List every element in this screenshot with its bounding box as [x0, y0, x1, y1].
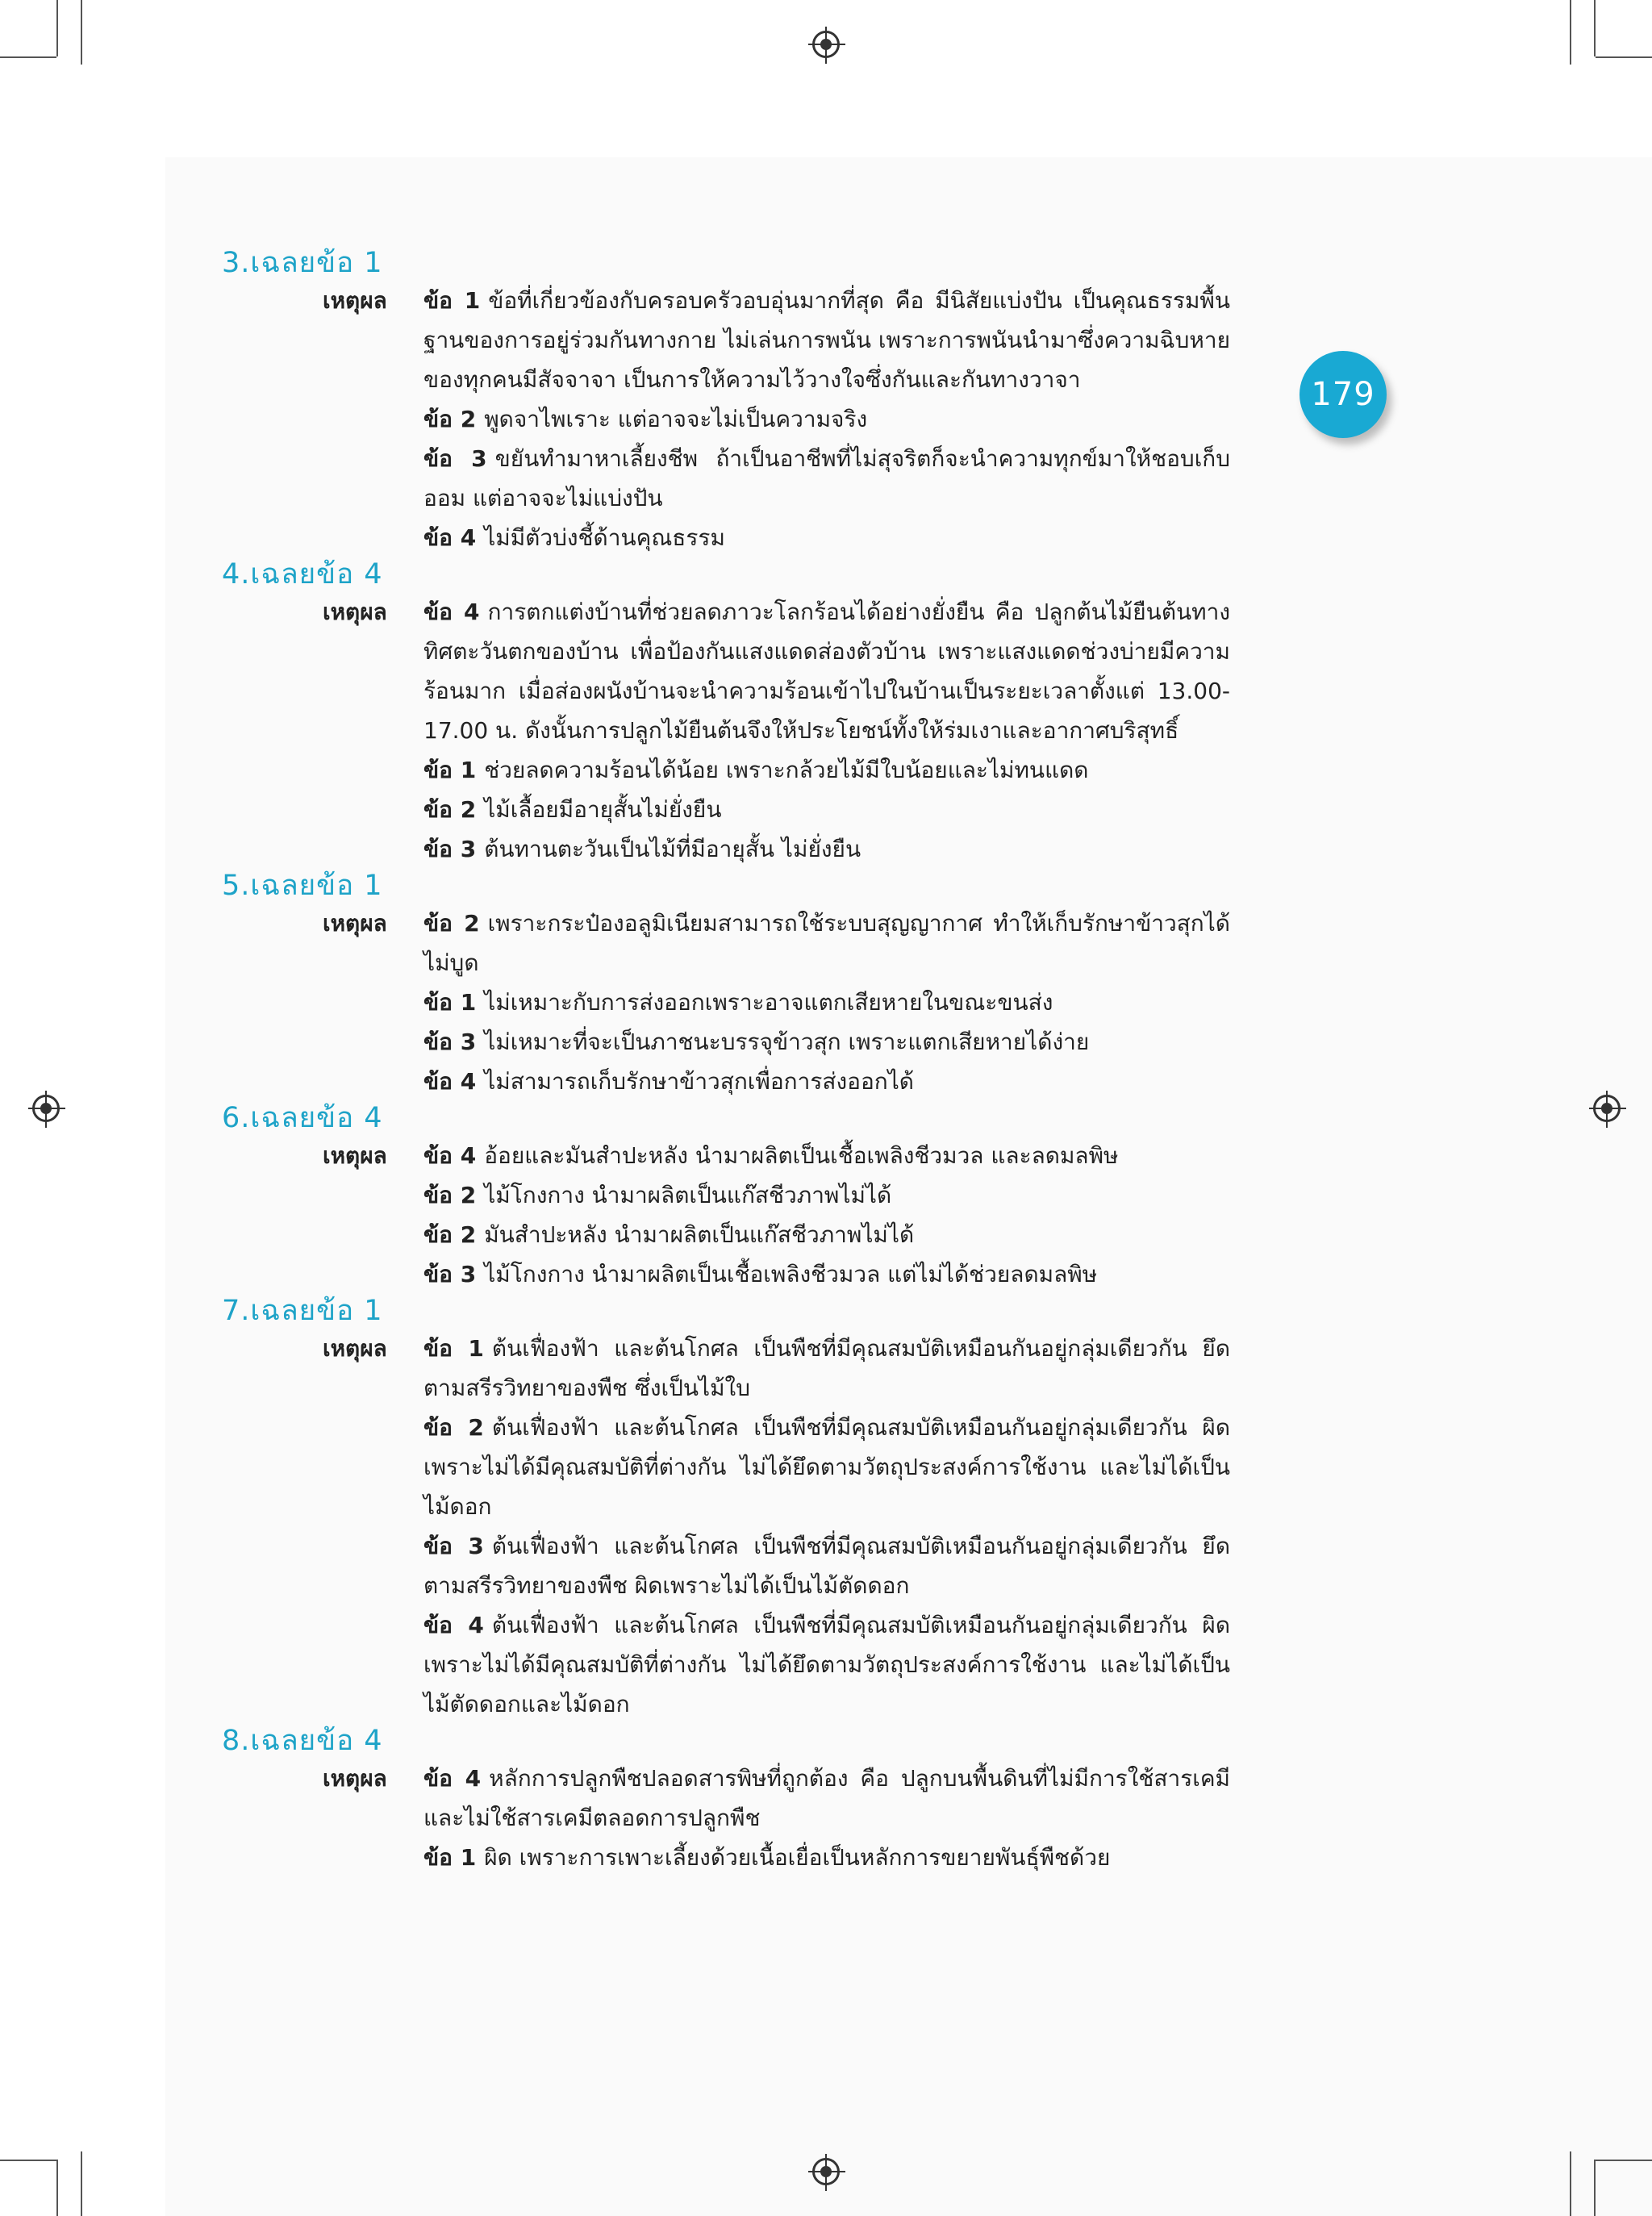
reason-block [222, 1759, 1231, 1877]
choice-explanation [423, 1759, 1230, 1838]
choice-text: การตกแต่งบ้านที่ช่วยลดภาวะโลกร้อนได้อย่างยั่งยืน คือ ปลูกต้นไม้ยืนต้นทางทิศตะวันตกของบ้าน เพื่อป้องกันแสงแดดส่องตัวบ้าน เพราะแสงแดดช่วงบ่ายมีความร้อนมาก เมื่อส่องผนังบ้านจะนำความร้อนเข้าไปในบ้านเป็นระยะเวลาตั้งแต่ 13.00-17.00 น. ดังนั้นการปลูกไม้ยืนต้นจึงให้ประโยชน์ทั้งให้ร่มเงาและอากาศบริสุทธิ์ [423, 599, 1230, 744]
choice-text: เพราะกระป๋องอลูมิเนียมสามารถใช้ระบบสุญญากาศ ทำให้เก็บรักษาข้าวสุกได้ ไม่บูด [423, 910, 1230, 976]
registration-mark-icon [1593, 1095, 1621, 1122]
crop-mark [1594, 0, 1596, 56]
choice-explanation [423, 1838, 1230, 1877]
choice-explanation [423, 439, 1230, 518]
choice-label: ข้อ 4 [423, 1068, 477, 1095]
crop-mark [1570, 0, 1571, 65]
choice-label: ข้อ 2 [423, 1182, 477, 1208]
reason-label: เหตุผล [323, 599, 387, 625]
choice-text: ไม้โกงกาง นำมาผลิตเป็นเชื้อเพลิงชีวมวล แต่ไม่ได้ช่วยลดมลพิษ [484, 1261, 1098, 1287]
crop-mark [56, 0, 58, 56]
choice-explanation [423, 1526, 1230, 1605]
reason-block [222, 904, 1230, 1101]
choice-text: มันสำปะหลัง นำมาผลิตเป็นแก๊สชีวภาพไม่ได้ [484, 1221, 915, 1248]
choice-explanation [423, 1408, 1230, 1526]
choice-explanation [423, 750, 1230, 790]
answer-section [222, 1294, 1230, 1724]
page-number-badge: 179 [1299, 351, 1387, 438]
crop-mark [1596, 2160, 1652, 2161]
crop-mark [81, 0, 82, 65]
reason-label: เหตุผล [323, 910, 387, 937]
choice-label: ข้อ 2 [423, 910, 480, 937]
reason-block [222, 1136, 1218, 1294]
choice-label: ข้อ 1 [423, 287, 481, 314]
choice-label: ข้อ 2 [423, 406, 477, 432]
choice-label: ข้อ 4 [423, 1765, 482, 1792]
crop-mark [81, 2151, 82, 2216]
choice-text: ข้อที่เกี่ยวข้องกับครอบครัวอบอุ่นมากที่สุด คือ มีนิสัยแบ่งปัน เป็นคุณธรรมพื้นฐานของการอยู่ร่วมกันทางกาย ไม่เล่นการพนัน เพราะการพนันนำมาซึ่งความฉิบหายของทุกคนมีสัจจาจา เป็นการให้ความไว้วางใจซึ่งกันและกันทางวาจา [423, 287, 1230, 393]
crop-mark [56, 2160, 58, 2216]
reason-label: เหตุผล [323, 1142, 387, 1169]
reason-label: เหตุผล [323, 1335, 387, 1362]
choice-explanation [423, 1175, 1230, 1215]
answer-section [222, 1101, 1218, 1294]
reason-block [222, 592, 1230, 869]
choice-text: ต้นเฟื่องฟ้า และต้นโกศล เป็นพืชที่มีคุณสมบัติเหมือนกันอยู่กลุ่มเดียวกัน ผิด เพราะไม่ได้มีคุณสมบัติที่ต่างกัน ไม่ได้ยึดตามวัตถุประสงค์การใช้งาน และไม่ได้เป็นไม้ดอก [423, 1414, 1230, 1520]
choice-label: ข้อ 2 [423, 796, 477, 823]
crop-mark [1570, 2151, 1571, 2216]
choice-text: ต้นเฟื่องฟ้า และต้นโกศล เป็นพืชที่มีคุณสมบัติเหมือนกันอยู่กลุ่มเดียวกัน ผิด เพราะไม่ได้มีคุณสมบัติที่ต่างกัน ไม่ได้ยึดตามวัตถุประสงค์การใช้งาน และไม่ได้เป็นไม้ตัดดอกและไม้ดอก [423, 1612, 1230, 1717]
crop-mark [0, 56, 56, 58]
choice-label: ข้อ 3 [423, 1029, 477, 1055]
choice-text: ไม่เหมาะกับการส่งออกเพราะอาจแตกเสียหายในขณะขนส่ง [484, 989, 1053, 1016]
reason-block [222, 281, 1230, 557]
answer-section [222, 869, 1230, 1101]
choice-explanation [423, 1062, 1230, 1101]
choice-label: ข้อ 1 [423, 757, 477, 783]
choice-text: ช่วยลดความร้อนได้น้อย เพราะกล้วยไม้มีใบน้อยและไม่ทนแดด [484, 757, 1089, 783]
choice-label: ข้อ 3 [423, 445, 487, 472]
choice-label: ข้อ 4 [423, 1142, 477, 1169]
answer-heading: 6.เฉลยข้อ 4 [222, 1102, 383, 1134]
choice-text: ไม้เลื้อยมีอายุสั้นไม่ยั่งยืน [484, 796, 722, 823]
choice-label: ข้อ 2 [423, 1221, 477, 1248]
choice-explanation [423, 1605, 1230, 1724]
choice-label: ข้อ 1 [423, 1335, 484, 1362]
choice-explanation [423, 1329, 1230, 1408]
choice-text: ไม่มีตัวบ่งชี้ด้านคุณธรรม [484, 524, 725, 551]
choice-explanation [423, 592, 1230, 750]
choice-explanation [423, 1254, 1230, 1294]
answer-section [222, 557, 1230, 869]
choice-explanation [423, 983, 1230, 1022]
answer-section [222, 246, 1230, 557]
choice-label: ข้อ 1 [423, 1844, 477, 1871]
reason-label: เหตุผล [323, 1765, 387, 1792]
answer-heading: 8.เฉลยข้อ 4 [222, 1725, 383, 1757]
choice-text: ต้นทานตะวันเป็นไม้ที่มีอายุสั้น ไม่ยั่งยืน [484, 836, 861, 862]
crop-mark [0, 2160, 56, 2161]
crop-mark [1596, 56, 1652, 58]
choice-label: ข้อ 2 [423, 1414, 484, 1441]
choice-explanation [423, 1136, 1230, 1175]
reason-label: เหตุผล [323, 287, 387, 314]
choice-text: ผิด เพราะการเพาะเลี้ยงด้วยเนื้อเยื่อเป็นหลักการขยายพันธุ์พืชด้วย [484, 1844, 1111, 1871]
choice-text: พูดจาไพเราะ แต่อาจจะไม่เป็นความจริง [484, 406, 868, 432]
choice-label: ข้อ 3 [423, 1533, 484, 1559]
registration-mark-icon [812, 2158, 840, 2185]
answer-heading: 7.เฉลยข้อ 1 [222, 1295, 383, 1327]
choice-label: ข้อ 4 [423, 524, 477, 551]
choice-explanation [423, 399, 1230, 439]
answer-heading: 4.เฉลยข้อ 4 [222, 558, 383, 591]
choice-label: ข้อ 4 [423, 1612, 484, 1638]
registration-mark-icon [812, 31, 840, 58]
choice-explanation [423, 829, 1230, 869]
answer-key [222, 246, 1231, 1877]
choice-explanation [423, 790, 1230, 829]
choice-text: ไม่เหมาะที่จะเป็นภาชนะบรรจุข้าวสุก เพราะแตกเสียหายได้ง่าย [484, 1029, 1090, 1055]
choice-text: อ้อยและมันสำปะหลัง นำมาผลิตเป็นเชื้อเพลิงชีวมวล และลดมลพิษ [484, 1142, 1119, 1169]
choice-explanation [423, 1215, 1230, 1254]
registration-mark-icon [32, 1095, 60, 1122]
choice-text: ขยันทำมาหาเลี้ยงชีพ ถ้าเป็นอาชีพที่ไม่สุจริตก็จะนำความทุกข์มาให้ชอบเก็บออม แต่อาจจะไม่แบ่งปัน [423, 445, 1230, 511]
answer-heading: 3.เฉลยข้อ 1 [222, 247, 383, 279]
crop-mark [1594, 2160, 1596, 2216]
choice-text: ต้นเฟื่องฟ้า และต้นโกศล เป็นพืชที่มีคุณสมบัติเหมือนกันอยู่กลุ่มเดียวกัน ยึดตามสรีรวิทยาของพืช ผิดเพราะไม่ได้เป็นไม้ตัดดอก [423, 1533, 1230, 1599]
reason-block [222, 1329, 1230, 1724]
choice-explanation [423, 904, 1230, 983]
choice-text: ต้นเฟื่องฟ้า และต้นโกศล เป็นพืชที่มีคุณสมบัติเหมือนกันอยู่กลุ่มเดียวกัน ยึดตามสรีรวิทยาของพืช ซึ่งเป็นไม้ใบ [423, 1335, 1230, 1401]
choice-text: ไม่สามารถเก็บรักษาข้าวสุกเพื่อการส่งออกได้ [484, 1068, 914, 1095]
answer-heading: 5.เฉลยข้อ 1 [222, 870, 383, 902]
choice-label: ข้อ 1 [423, 989, 477, 1016]
choice-text: ไม้โกงกาง นำมาผลิตเป็นแก๊สชีวภาพไม่ได้ [484, 1182, 892, 1208]
choice-text: หลักการปลูกพืชปลอดสารพิษที่ถูกต้อง คือ ปลูกบนพื้นดินที่ไม่มีการใช้สารเคมี และไม่ใช้สารเคมีตลอดการปลูกพืช [423, 1765, 1231, 1831]
choice-explanation [423, 1022, 1230, 1062]
choice-label: ข้อ 4 [423, 599, 480, 625]
choice-explanation [423, 281, 1230, 399]
choice-label: ข้อ 3 [423, 836, 477, 862]
choice-label: ข้อ 3 [423, 1261, 477, 1287]
choice-explanation [423, 518, 1230, 557]
answer-section [222, 1724, 1231, 1877]
